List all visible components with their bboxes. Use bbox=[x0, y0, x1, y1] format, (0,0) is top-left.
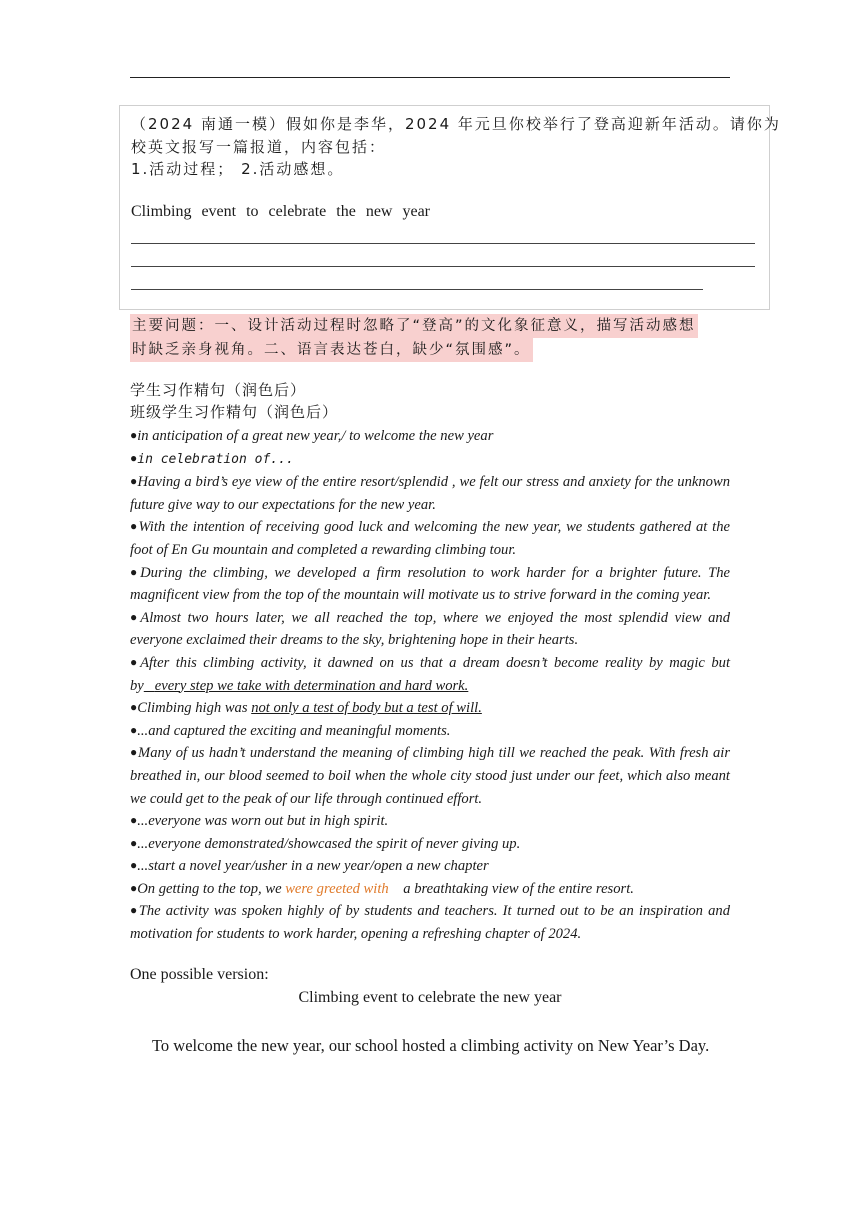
prompt-line-2: 校英文报写一篇报道，内容包括： bbox=[131, 138, 387, 156]
bullet-icon: ● bbox=[130, 903, 139, 918]
bullet-icon: ● bbox=[130, 474, 138, 489]
bullet-icon: ● bbox=[130, 609, 141, 624]
underlined-phrase: every step we take with determination and hard work. bbox=[154, 677, 469, 694]
sentence-item: ●On getting to the top, we were greeted with a breathtaking view of the entire resort. bbox=[130, 880, 634, 897]
bullet-icon: ● bbox=[130, 858, 138, 873]
sentence-item: ●After this climbing activity, it dawned on us that a dream doesn’t become reality by magic but by every step we take with determination and hard work. bbox=[130, 654, 730, 694]
feedback-line-1: 主要问题：一、设计活动过程时忽略了“登高”的文化象征意义，描写活动感想 bbox=[130, 314, 698, 338]
bullet-icon: ● bbox=[130, 835, 138, 850]
bullet-icon: ● bbox=[130, 880, 138, 895]
prompt-line-3: 1.活动过程； 2.活动感想。 bbox=[131, 160, 345, 178]
section-heading-2: 班级学生习作精句（润色后） bbox=[130, 403, 339, 421]
bullet-icon: ● bbox=[130, 654, 141, 669]
prompt-line-1: （2024 南通一模）假如你是李华，2024 年元旦你校举行了登高迎新年活动。请你为 bbox=[131, 115, 781, 133]
bullet-icon: ● bbox=[130, 700, 138, 715]
sentence-item: ●Many of us hadn’t understand the meaning of climbing high till we reached the peak. With fresh air breathed in, our blood seemed to boil when the whole city stood just under our feet, which also meant we could get to the peak of our life through continued effort. bbox=[130, 745, 731, 807]
bullet-icon: ● bbox=[130, 564, 141, 579]
feedback-line-2: 时缺乏亲身视角。二、语言表达苍白，缺少“氛围感”。 bbox=[130, 338, 533, 362]
answer-blank-line bbox=[131, 266, 755, 267]
sentence-item: ●...everyone demonstrated/showcased the spirit of never giving up. bbox=[130, 835, 521, 852]
bullet-icon: ● bbox=[130, 428, 138, 442]
sentence-item: ●Climbing high was not only a test of body but a test of will. bbox=[130, 700, 482, 717]
answer-blank-line bbox=[131, 289, 703, 290]
bullet-icon: ● bbox=[130, 450, 138, 465]
highlighted-phrase: were greeted with bbox=[285, 880, 389, 897]
sentence-item: ●Almost two hours later, we all reached the top, where we enjoyed the most splendid view and everyone exclaimed their dreams to the sky, brightening hope in their hearts. bbox=[130, 609, 730, 649]
bullet-icon: ● bbox=[130, 745, 139, 760]
answer-blank-line bbox=[131, 243, 755, 244]
sentence-item: ●...and captured the exciting and meaningful moments. bbox=[130, 722, 451, 739]
sentence-item: ●Having a bird’s eye view of the entire resort/splendid , we felt our stress and anxiety for the unknown future give way to our expectations for the new year. bbox=[130, 474, 731, 513]
header-rule bbox=[130, 77, 730, 78]
sentence-item: ●in celebration of... bbox=[130, 450, 294, 467]
bullet-icon: ● bbox=[130, 519, 139, 534]
section-heading-1: 学生习作精句（润色后） bbox=[130, 381, 307, 399]
sentence-item: ●in anticipation of a great new year,/ to welcome the new year bbox=[130, 428, 494, 444]
bullet-icon: ● bbox=[130, 813, 138, 828]
sentence-item: ●...start a novel year/usher in a new year/open a new chapter bbox=[130, 858, 489, 875]
sentence-item: ●During the climbing, we developed a firm resolution to work harder for a brighter future. The magnificent view from the top of the mountain will motivate us to strive forward in the coming year. bbox=[130, 564, 730, 604]
sentence-item: ●With the intention of receiving good luck and welcoming the new year, we students gathered at the foot of En Gu mountain and completed a rewarding climbing tour. bbox=[130, 519, 731, 558]
sentence-item: ●...everyone was worn out but in high spirit. bbox=[130, 813, 389, 830]
model-essay-label: One possible version: bbox=[130, 966, 269, 983]
model-essay-paragraph: To welcome the new year, our school hosted a climbing activity on New Year’s Day. bbox=[152, 1036, 710, 1055]
bullet-icon: ● bbox=[130, 722, 138, 737]
polished-sentence-list bbox=[130, 425, 730, 946]
feedback-highlight bbox=[130, 314, 696, 362]
model-essay-title: Climbing event to celebrate the new year bbox=[298, 989, 562, 1006]
task-prompt-box bbox=[119, 105, 781, 310]
sentence-item: ●The activity was spoken highly of by students and teachers. It turned out to be an inspiration and motivation for students to work harder, opening a refreshing chapter of 2024. bbox=[130, 903, 730, 943]
underlined-phrase: not only a test of body but a test of will. bbox=[251, 700, 482, 717]
prompt-essay-title: Climbing event to celebrate the new year bbox=[131, 203, 431, 220]
